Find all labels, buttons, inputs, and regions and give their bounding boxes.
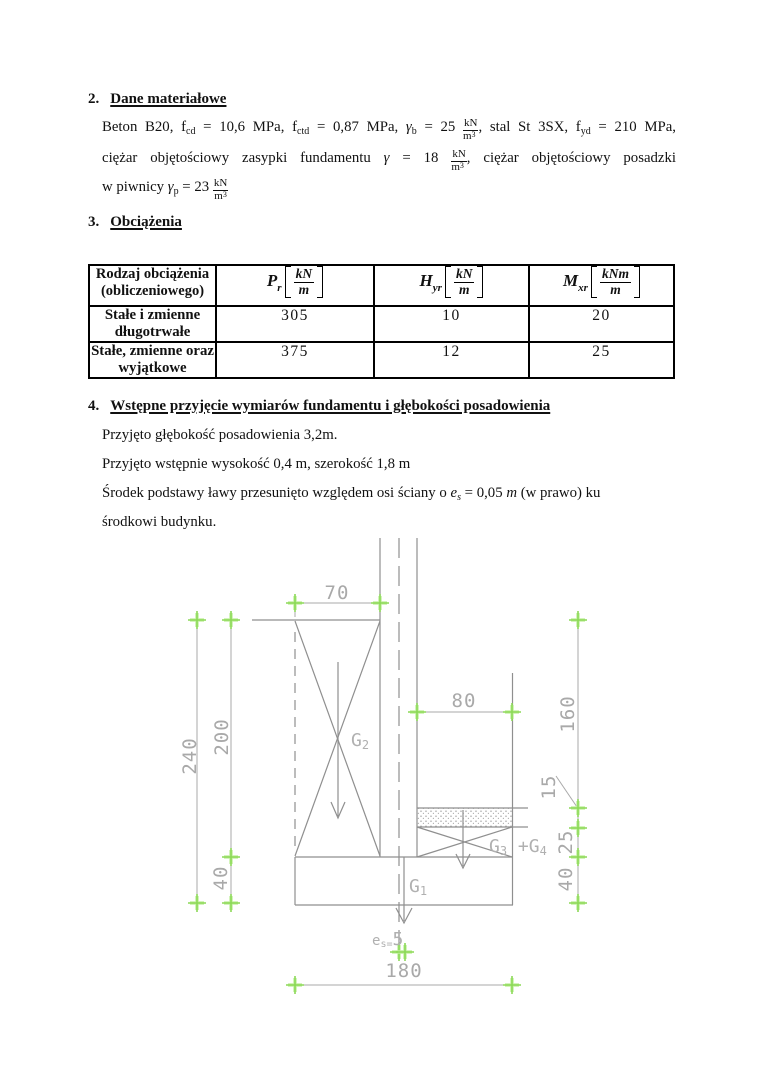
text-run: = 0,87 MPa, (309, 119, 406, 135)
subscript: b (411, 126, 417, 137)
value-hyr: 12 (374, 342, 529, 378)
subscript: ctd (297, 126, 310, 137)
dim-180: 180 (385, 960, 423, 982)
text-run: , ciężar objętościowy posadzki (466, 150, 676, 166)
subscript: s (457, 492, 461, 503)
gamma-symbol: γ (383, 150, 390, 166)
assumption-line-4: środkowi budynku. (102, 514, 217, 530)
unit-fraction: $\frac{kN}{m^3}$ (213, 177, 228, 202)
section-number: 4. (88, 398, 100, 414)
section-2-heading (88, 91, 226, 108)
assumption-line-1: Przyjęto głębokość posadowienia 3,2m. (102, 427, 338, 443)
table-row (89, 342, 674, 378)
col-header-pr: $P_r$ $\frac{kN}{m}$ (216, 265, 374, 306)
dim-40-left: 40 (210, 865, 232, 891)
loads-table (88, 264, 675, 379)
row-label: Stałe, zmienne oraz wyjątkowe (89, 342, 216, 378)
dimension-ticks (188, 594, 587, 994)
unit-fraction: $\frac{kN}{m^3}$ (451, 148, 466, 173)
e-symbol: e (450, 485, 458, 501)
section-4-heading (88, 398, 550, 415)
value-hyr: 10 (374, 306, 529, 342)
dim-240: 240 (179, 737, 201, 775)
floor-slab-hatch (418, 809, 513, 828)
text-run: = 23 (178, 179, 213, 195)
col-header-mxr: $M_{xr}$ $\frac{\text{kNm}}{m}$ (529, 265, 674, 306)
text-run: = 10,6 MPa, f (195, 119, 298, 135)
section-number: 3. (88, 214, 100, 230)
g3-g4-label: G3 +G4 (489, 836, 547, 858)
text-run: w piwnicy (102, 179, 168, 195)
value-mxr: 20 (529, 306, 674, 342)
dim-80: 80 (451, 690, 477, 712)
g2-label: G2 (351, 730, 370, 752)
m-symbol: m (506, 485, 517, 501)
value-mxr: 25 (529, 342, 674, 378)
text-run: = 25 (416, 119, 463, 135)
gamma-symbol: γ (167, 179, 174, 195)
value-pr: 375 (216, 342, 374, 378)
text-run: Środek podstawy ławy przesunięto względem osi ściany o (102, 485, 451, 501)
gamma-symbol: γ (405, 119, 412, 135)
subscript: yd (580, 126, 591, 137)
dim-25: 25 (555, 829, 577, 855)
subscript: p (173, 186, 179, 197)
row-label: Stałe i zmienne długotrwałe (89, 306, 216, 342)
g1-label: G1 (409, 876, 428, 898)
dim-200: 200 (211, 718, 233, 756)
es-label: es=5 (372, 929, 404, 950)
table-row (89, 306, 674, 342)
dimension-labels (179, 582, 579, 982)
section-title: Obciążenia (110, 214, 182, 230)
section-number: 2. (88, 91, 100, 107)
dim-160: 160 (557, 695, 579, 733)
materials-line-3 (102, 174, 228, 203)
foundation-drawing (0, 530, 760, 1010)
section-title: Wstępne przyjęcie wymiarów fundamentu i głębokości posadowienia (110, 398, 551, 414)
unit-fraction: $\frac{kN}{m^3}$ (462, 117, 478, 142)
load-arrows (331, 662, 470, 923)
text-run: ciężar objętościowy zasypki fundamentu (102, 150, 384, 166)
section-title: Dane materiałowe (110, 91, 227, 107)
text-run: , stal St 3SX, f (478, 119, 581, 135)
materials-line-2 (102, 145, 676, 174)
dimension-lines (197, 597, 578, 985)
assumption-line-3 (102, 480, 600, 507)
text-run: Beton B20, f (102, 119, 187, 135)
dim-70: 70 (324, 582, 350, 604)
dim-15: 15 (538, 774, 560, 800)
text-run: (w prawo) ku (517, 485, 601, 501)
section-3-heading (88, 214, 182, 231)
dim-40-right: 40 (555, 866, 577, 892)
text-run: = 210 MPa, (590, 119, 676, 135)
col-header-load-type: Rodzaj obciążenia (obliczeniowego) (89, 265, 216, 306)
materials-line-1 (102, 114, 676, 143)
text-run: = 18 (389, 150, 452, 166)
value-pr: 305 (216, 306, 374, 342)
text-run: = 0,05 (460, 485, 507, 501)
assumption-line-2: Przyjęto wstępnie wysokość 0,4 m, szerokość 1,8 m (102, 456, 411, 472)
col-header-hyr: $H_{yr}$ $\frac{kN}{m}$ (374, 265, 529, 306)
subscript: cd (186, 126, 196, 137)
